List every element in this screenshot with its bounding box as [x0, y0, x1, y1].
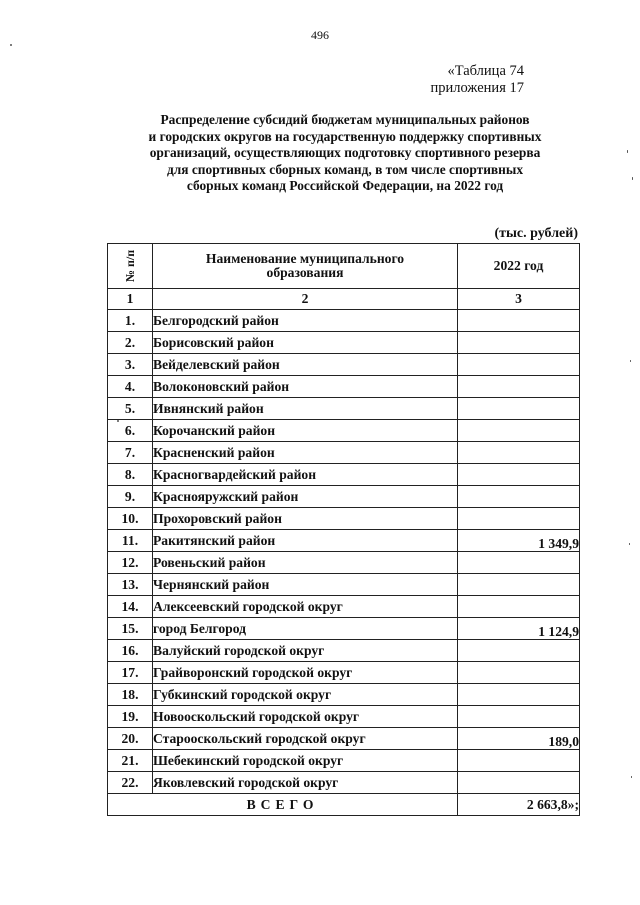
- title-line-2: и городских округов на государственную поддержку спортивных: [148, 128, 542, 144]
- table-row: [108, 464, 580, 486]
- row-number: 8.: [108, 464, 153, 486]
- row-number: 6.: [108, 420, 153, 442]
- row-name: Прохоровский район: [153, 508, 458, 530]
- title-line-5: сборных команд Российской Федерации, на 2022 год: [186, 178, 504, 194]
- column-index-row: [108, 289, 580, 310]
- table-row: [108, 684, 580, 706]
- row-number: 2.: [108, 332, 153, 354]
- title-line-4: для спортивных сборных команд, в том числе спортивных: [166, 161, 524, 177]
- row-number: 9.: [108, 486, 153, 508]
- row-number: 15.: [108, 618, 153, 640]
- scan-speck: [10, 44, 12, 46]
- page-number: 496: [311, 28, 329, 42]
- scan-speck: [117, 420, 119, 422]
- scan-speck: [631, 776, 632, 778]
- row-number: 4.: [108, 376, 153, 398]
- table-row: [108, 552, 580, 574]
- row-value: [458, 486, 580, 508]
- row-name: Грайворонский городской округ: [153, 662, 458, 684]
- table-row: [108, 706, 580, 728]
- row-value: [458, 552, 580, 574]
- table-row: [108, 618, 580, 640]
- scan-speck: [627, 150, 628, 153]
- total-value: 2 663,8»;: [458, 794, 580, 816]
- column-index-1: 1: [108, 289, 153, 310]
- table-row: [108, 420, 580, 442]
- header-number-label: № п/п: [122, 250, 137, 283]
- row-number: 13.: [108, 574, 153, 596]
- title-line-1: Распределение субсидий бюджетам муниципальных районов: [160, 112, 530, 127]
- table-row: [108, 662, 580, 684]
- row-name: Чернянский район: [153, 574, 458, 596]
- row-value: [458, 376, 580, 398]
- row-name: Вейделевский район: [153, 354, 458, 376]
- header-row: [108, 244, 580, 289]
- row-value: [458, 508, 580, 530]
- total-label: ВСЕГО: [108, 794, 458, 816]
- row-number: 22.: [108, 772, 153, 794]
- table-row: [108, 596, 580, 618]
- table-row: [108, 398, 580, 420]
- row-name: Алексеевский городской округ: [153, 596, 458, 618]
- row-name: Ракитянский район: [153, 530, 458, 552]
- row-value: [458, 332, 580, 354]
- table-row: [108, 508, 580, 530]
- row-name: город Белгород: [153, 618, 458, 640]
- table-row: [108, 442, 580, 464]
- total-row: [108, 794, 580, 816]
- row-number: 7.: [108, 442, 153, 464]
- table-row: [108, 750, 580, 772]
- table-row: [108, 486, 580, 508]
- scan-speck: [632, 177, 633, 180]
- table-header: [108, 244, 580, 310]
- table-reference: [404, 63, 524, 97]
- table-row: [108, 376, 580, 398]
- row-value: 1 124,9: [458, 618, 580, 640]
- row-number: 12.: [108, 552, 153, 574]
- table-row: [108, 530, 580, 552]
- row-name: Яковлевский городской округ: [153, 772, 458, 794]
- table-row: [108, 332, 580, 354]
- header-name-line-2: образования: [266, 265, 344, 280]
- row-value: [458, 442, 580, 464]
- table-reference-line-2: приложения 17: [430, 80, 524, 96]
- row-name: Валуйский городской округ: [153, 640, 458, 662]
- row-number: 17.: [108, 662, 153, 684]
- header-year: 2022 год: [458, 244, 580, 289]
- table-row: [108, 728, 580, 750]
- row-value: [458, 750, 580, 772]
- row-value: [458, 684, 580, 706]
- row-name: Губкинский городской округ: [153, 684, 458, 706]
- header-name: [153, 244, 458, 289]
- row-name: Ивнянский район: [153, 398, 458, 420]
- table-reference-line-1: «Таблица 74: [447, 63, 524, 79]
- row-number: 20.: [108, 728, 153, 750]
- row-value: [458, 310, 580, 332]
- row-value: 189,0: [458, 728, 580, 750]
- row-name: Ровеньский район: [153, 552, 458, 574]
- header-name-line-1: Наименование муниципального: [205, 251, 405, 267]
- row-number: 1.: [108, 310, 153, 332]
- row-name: Белгородский район: [153, 310, 458, 332]
- row-value: [458, 398, 580, 420]
- row-name: Краснояружский район: [153, 486, 458, 508]
- row-value: [458, 640, 580, 662]
- column-index-2: 2: [153, 289, 458, 310]
- units-label: (тыс. рублей): [494, 226, 578, 241]
- row-name: Красногвардейский район: [153, 464, 458, 486]
- row-name: Новооскольский городской округ: [153, 706, 458, 728]
- row-number: 10.: [108, 508, 153, 530]
- table-footer: [108, 794, 580, 816]
- row-number: 5.: [108, 398, 153, 420]
- row-name: Борисовский район: [153, 332, 458, 354]
- scan-speck: [630, 360, 631, 362]
- row-value: [458, 662, 580, 684]
- row-number: 18.: [108, 684, 153, 706]
- header-number: [108, 244, 153, 289]
- table-row: [108, 310, 580, 332]
- row-number: 3.: [108, 354, 153, 376]
- row-value: [458, 354, 580, 376]
- row-name: Шебекинский городской округ: [153, 750, 458, 772]
- row-value: [458, 464, 580, 486]
- table-row: [108, 354, 580, 376]
- row-number: 21.: [108, 750, 153, 772]
- row-value: 1 349,9: [458, 530, 580, 552]
- table-body: [108, 310, 580, 794]
- row-value: [458, 706, 580, 728]
- table-row: [108, 640, 580, 662]
- row-number: 19.: [108, 706, 153, 728]
- row-name: Старооскольский городской округ: [153, 728, 458, 750]
- row-number: 16.: [108, 640, 153, 662]
- row-number: 14.: [108, 596, 153, 618]
- row-value: [458, 596, 580, 618]
- row-number: 11.: [108, 530, 153, 552]
- row-name: Красненский район: [153, 442, 458, 464]
- column-index-3: 3: [458, 289, 580, 310]
- row-value: [458, 574, 580, 596]
- title-line-3: организаций, осуществляющих подготовку спортивного резерва: [149, 145, 541, 161]
- table-row: [108, 574, 580, 596]
- table-row: [108, 772, 580, 794]
- document-title: [106, 112, 584, 195]
- row-value: [458, 420, 580, 442]
- subsidies-table: [107, 243, 580, 816]
- scan-speck: [629, 543, 630, 545]
- row-name: Волоконовский район: [153, 376, 458, 398]
- row-name: Корочанский район: [153, 420, 458, 442]
- row-value: [458, 772, 580, 794]
